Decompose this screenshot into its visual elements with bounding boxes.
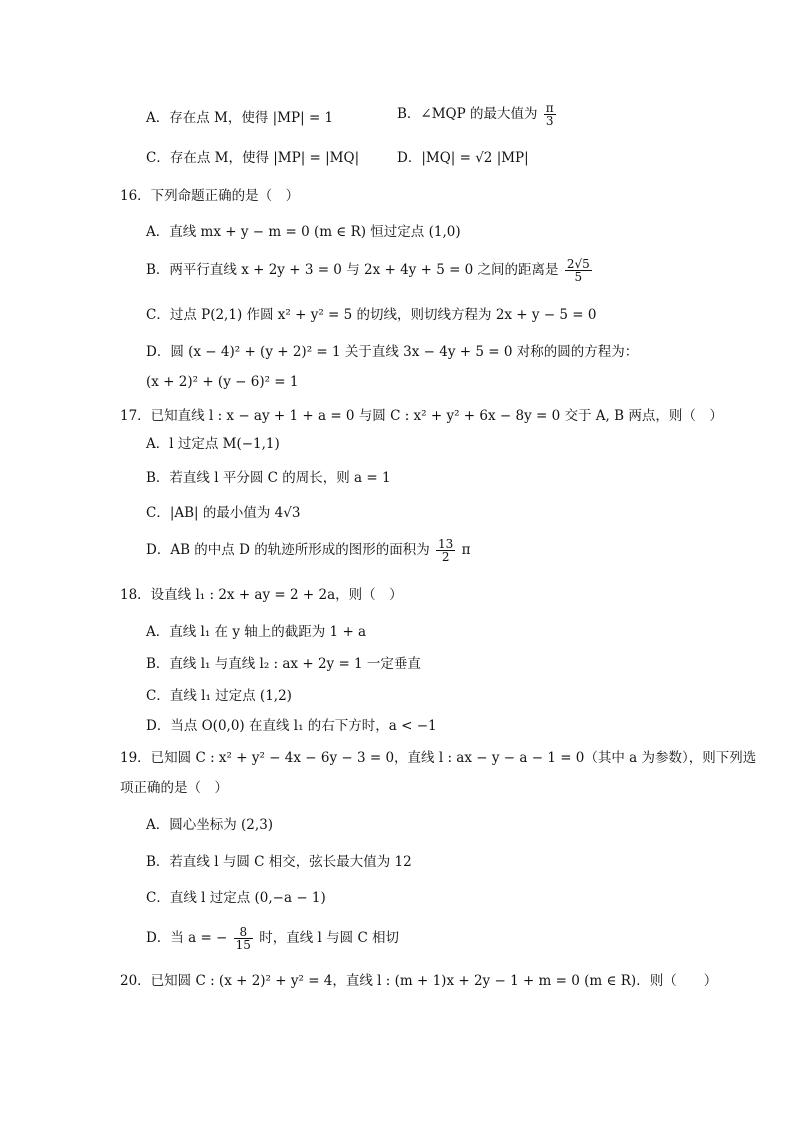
fraction-numerator: 13 [438, 537, 454, 551]
q16-option-a: A．直线 mx + y − m = 0 (m ∈ R) 恒过定点 (1,0) [146, 224, 461, 240]
q19-option-c: C．直线 l 过定点 (0,−a − 1) [146, 890, 326, 906]
q19-option-d-fraction [234, 926, 253, 951]
q19-option-d [146, 926, 399, 951]
q15-option-a: A．存在点 M，使得 |MP| = 1 [146, 110, 334, 126]
q19-option-d-text: D．当 a = − [146, 930, 228, 946]
q16-option-b-fraction [565, 258, 592, 283]
q17-option-a: A．l 过定点 M(−1,1) [146, 436, 280, 452]
q15-option-b-text: B．∠MQP 的最大值为 [397, 106, 538, 122]
fraction-denominator: 15 [235, 938, 251, 952]
q15-option-c: C．存在点 M，使得 |MP| = |MQ| [146, 150, 360, 166]
q17-option-d-text: D．AB 的中点 D 的轨迹所形成的图形的面积为 [146, 542, 430, 558]
q15-option-b-fraction [544, 102, 556, 127]
fraction-numerator: 8 [234, 926, 253, 939]
q19-stem-line1: 19．已知圆 C : x² + y² − 4x − 6y − 3 = 0，直线 l : ax − y − a − 1 = 0（其中 a 为参数），则下列选 [120, 750, 757, 766]
q16-option-d-equation: (x + 2)² + (y − 6)² = 1 [146, 374, 299, 390]
q17-stem: 17．已知直线 l : x − ay + 1 + a = 0 与圆 C : x² + y² + 6x − 8y = 0 交于 A, B 两点，则（ ） [120, 408, 723, 424]
q18-option-c: C．直线 l₁ 过定点 (1,2) [146, 688, 292, 704]
q15-option-d: D．|MQ| = √2 |MP| [397, 150, 529, 166]
q16-option-c: C．过点 P(2,1) 作圆 x² + y² = 5 的切线，则切线方程为 2x + y − 5 = 0 [146, 307, 597, 323]
q19-option-d-tail: 时，直线 l 与圆 C 相切 [259, 930, 400, 946]
q16-option-b [146, 258, 594, 283]
fraction-numerator: 2√5 [566, 257, 590, 271]
q19-option-a: A．圆心坐标为 (2,3) [146, 817, 274, 833]
q15-option-b [397, 102, 558, 127]
q18-stem: 18．设直线 l₁ : 2x + ay = 2 + 2a，则（ ） [120, 587, 403, 603]
q19-option-b: B．若直线 l 与圆 C 相交，弦长最大值为 12 [146, 854, 412, 870]
q19-stem-line2: 项正确的是（ ） [120, 780, 228, 796]
q17-option-c: C．|AB| 的最小值为 4√3 [146, 505, 301, 521]
q16-stem: 16．下列命题正确的是（ ） [120, 188, 300, 204]
q17-option-d [146, 538, 470, 563]
q18-option-d: D．当点 O(0,0) 在直线 l₁ 的右下方时，a < −1 [146, 718, 437, 734]
q17-option-b: B．若直线 l 平分圆 C 的周长，则 a = 1 [146, 470, 391, 486]
q16-option-b-text: B．两平行直线 x + 2y + 3 = 0 与 2x + 4y + 5 = 0 之间的距离是 [146, 262, 559, 278]
fraction-denominator: 3 [545, 114, 554, 128]
fraction-numerator: π [545, 101, 554, 115]
fraction-denominator: 5 [574, 270, 583, 284]
q17-option-d-pi: π [461, 542, 471, 558]
q18-option-a: A．直线 l₁ 在 y 轴上的截距为 1 + a [146, 624, 367, 640]
q20-stem: 20．已知圆 C : (x + 2)² + y² = 4，直线 l : (m + 1)x + 2y − 1 + m = 0 (m ∈ R)．则（ ） [120, 973, 718, 989]
q18-option-b: B．直线 l₁ 与直线 l₂ : ax + 2y = 1 一定垂直 [146, 656, 421, 672]
q17-option-d-fraction [436, 538, 455, 563]
fraction-denominator: 2 [441, 550, 450, 564]
q16-option-d: D．圆 (x − 4)² + (y + 2)² = 1 关于直线 3x − 4y + 5 = 0 对称的圆的方程为： [146, 344, 639, 360]
